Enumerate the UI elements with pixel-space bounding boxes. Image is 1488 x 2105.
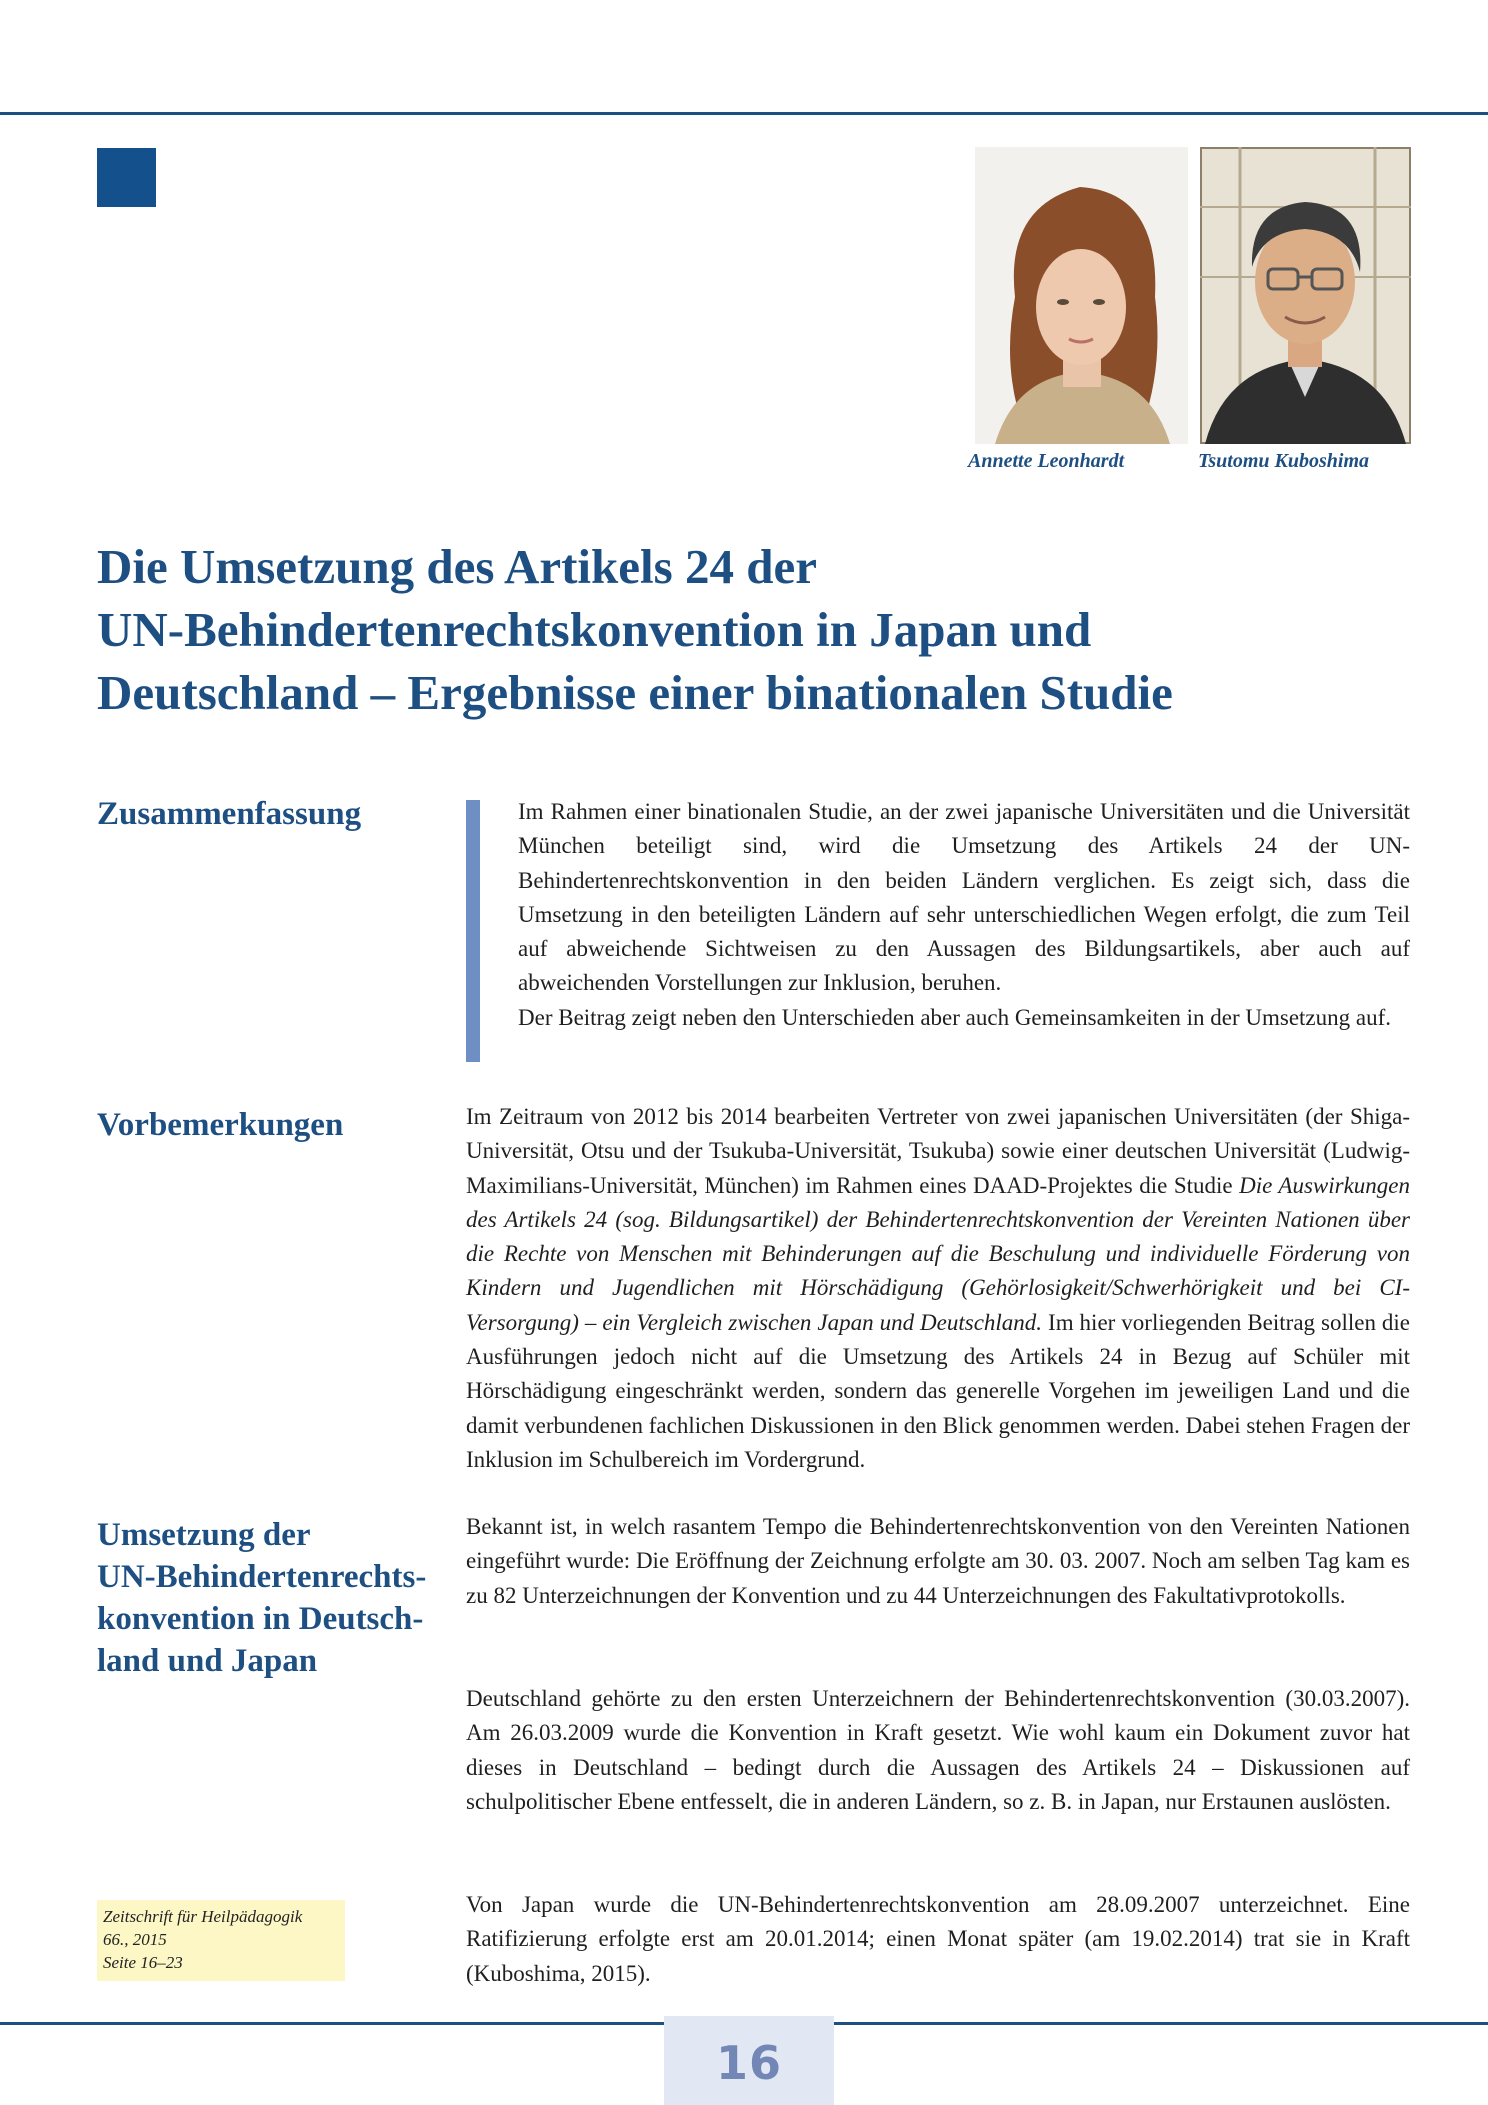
title-line-1: Die Umsetzung des Artikels 24 der <box>97 539 817 594</box>
abstract-paragraph-1: Im Rahmen einer binationalen Studie, an der zwei japanische Universitäten und die Universität München beteiligt sind, wird die Umsetzung des Artikels 24 der UN-Behindertenrechtskonvention in den beiden Ländern verglichen. Es zeigt sich, dass die Umsetzung in den beteiligten Ländern auf sehr unterschiedlichen Wegen erfolgt, die zum Teil auf abweichende Sichtweisen zu den Aussagen des Bildungsartikels, aber auch auf abweichenden Vorstellungen zur Inklusion, beruhen. <box>518 799 1410 996</box>
umsetzung-paragraph-2-text: Deutschland gehörte zu den ersten Unterzeichnern der Behindertenrechtskonvention (30.03.2007). Am 26.03.2009 wurde die Konvention in Kraft gesetzt. Wie wohl kaum ein Dokument zuvor hat dieses in Deutschland – bedingt durch die Aussagen des Artikels 24 – Diskussionen auf schulpolitischer Ebene entfesselt, die in anderen Ländern, so z. B. in Japan, nur Erstaunen auslösten. <box>466 1686 1410 1814</box>
page-number-tab <box>664 2016 834 2105</box>
umsetzung-paragraph-1 <box>466 1510 1410 1613</box>
journal-pages: Seite 16–23 <box>103 1953 183 1972</box>
title-line-3: Deutschland – Ergebnisse einer binationalen Studie <box>97 665 1173 720</box>
journal-volume: 66., 2015 <box>103 1930 167 1949</box>
heading-umsetzung-line-3: konvention in Deutsch- <box>97 1601 424 1637</box>
umsetzung-paragraph-3-text: Von Japan wurde die UN-Behindertenrechtskonvention am 28.09.2007 unterzeichnet. Eine Ratifizierung erfolgte erst am 20.01.2014; einen Monat später (am 19.02.2014) trat sie in Kraft (Kuboshima, 2015). <box>466 1892 1410 1986</box>
vorbemerkungen-text <box>466 1100 1410 1477</box>
umsetzung-paragraph-2 <box>466 1682 1410 1819</box>
top-rule <box>0 112 1488 115</box>
heading-umsetzung-line-2: UN-Behindertenrechts- <box>97 1559 427 1595</box>
page-number: 16 <box>715 2036 782 2090</box>
section-marker-square <box>97 148 156 207</box>
journal-reference-box <box>97 1900 345 1981</box>
heading-zusammenfassung: Zusammenfassung <box>97 796 362 832</box>
vorbemerkungen-text-a: Im Zeitraum von 2012 bis 2014 bearbeiten Vertreter von zwei japanischen Universitäten (der Shiga-Universität, Otsu und der Tsukuba-Universität, Tsukuba) sowie einer deutschen Universität (Ludwig-Maximilians-Universität, München) im Rahmen eines DAAD-Projektes die Studie <box>466 1104 1410 1198</box>
umsetzung-paragraph-1-text: Bekannt ist, in welch rasantem Tempo die Behindertenrechtskonvention von den Vereinten Nationen eingeführt wurde: Die Eröffnung der Zeichnung erfolgte am 30. 03. 2007. Noch am selben Tag kam es zu 82 Unterzeichnungen der Konvention und zu 44 Unterzeichnungen des Fakultativprotokolls. <box>466 1514 1410 1608</box>
abstract-bar <box>466 800 480 1062</box>
vorbemerkungen-paragraph <box>466 1100 1410 1477</box>
umsetzung-paragraph-3 <box>466 1888 1410 1991</box>
author-caption-kuboshima: Tsutomu Kuboshima <box>1198 450 1370 472</box>
author-caption-leonhardt: Annette Leonhardt <box>968 450 1125 472</box>
heading-vorbemerkungen: Vorbemerkungen <box>97 1107 344 1143</box>
title-line-2: UN-Behindertenrechtskonvention in Japan und <box>97 602 1092 657</box>
heading-umsetzung-line-1: Umsetzung der <box>97 1517 311 1553</box>
abstract-text <box>518 795 1410 1035</box>
study-title-italic: Die Auswirkungen des Artikels 24 (sog. Bildungsartikel) der Behindertenrechtskonvention der Vereinten Nationen über die Rechte von Menschen mit Behinderungen auf die Beschulung und individuelle Förderung von Kindern und Jugendlichen mit Hörschädigung (Gehörlosigkeit/Schwerhörigkeit und bei CI-Versorgung) – ein Vergleich zwischen Japan und Deutschland. <box>466 1172 1410 1335</box>
author-photo-leonhardt <box>975 147 1188 444</box>
article-title <box>97 535 1407 724</box>
heading-umsetzung <box>97 1514 437 1682</box>
abstract-paragraph-2: Der Beitrag zeigt neben den Unterschieden aber auch Gemeinsamkeiten in der Umsetzung auf. <box>518 1004 1392 1030</box>
author-photo-kuboshima <box>1200 147 1411 444</box>
journal-name: Zeitschrift für Heilpädagogik <box>103 1907 303 1926</box>
heading-umsetzung-line-4: land und Japan <box>97 1643 318 1679</box>
vorbemerkungen-text-b: Im hier vorliegenden Beitrag sollen die Ausführungen jedoch nicht auf die Umsetzung des Artikels 24 in Bezug auf Schüler mit Hörschädigung eingeschränkt werden, sondern das generelle Vorgehen im jeweiligen Land und die damit verbundenen fachlichen Diskussionen in den Blick genommen werden. Dabei stehen Fragen der Inklusion im Schulbereich im Vordergrund. <box>466 1309 1411 1472</box>
